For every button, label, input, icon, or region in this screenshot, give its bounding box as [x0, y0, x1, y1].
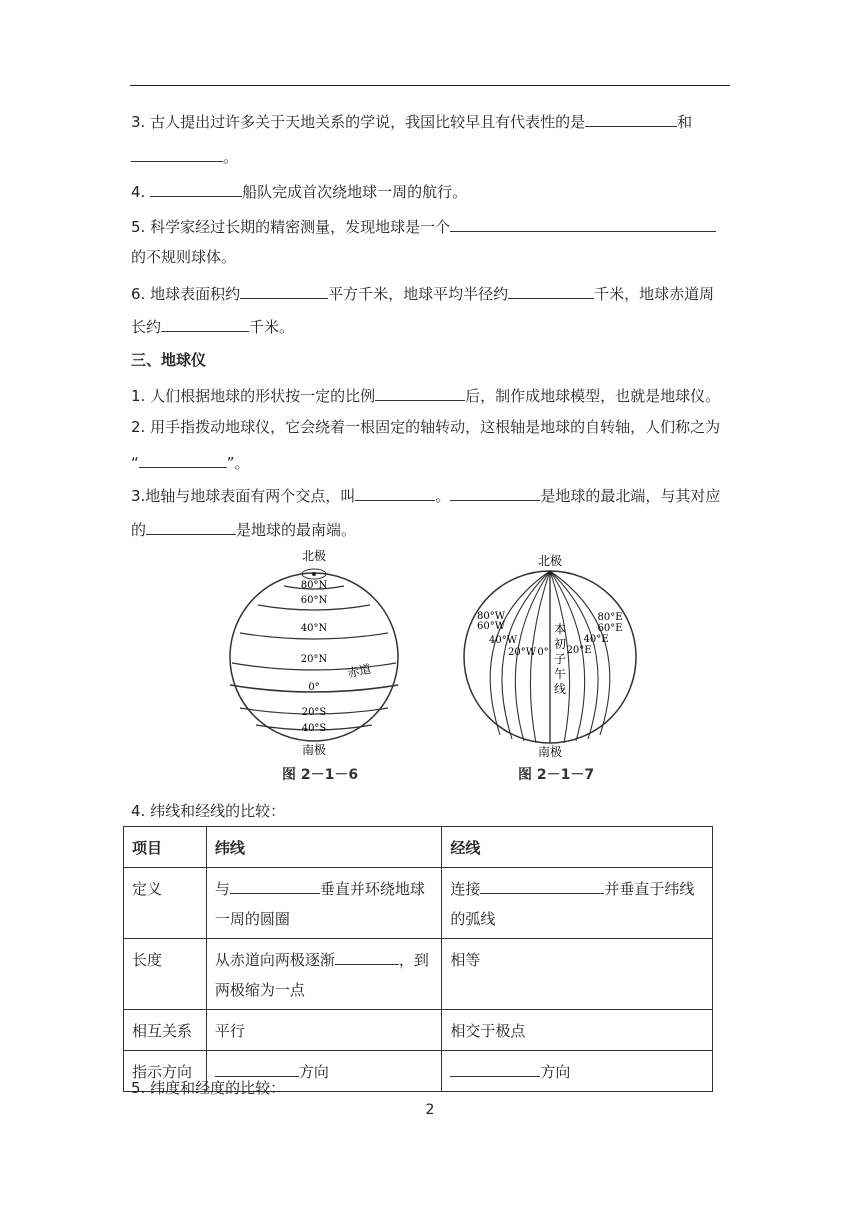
q6-text-b: 平方千米，地球平均半径约	[328, 285, 509, 303]
compare-title-1: 4. 纬线和经线的比较：	[131, 802, 286, 820]
dir-lat-blank[interactable]	[215, 1060, 299, 1077]
question-5-cont	[131, 247, 236, 267]
fig1-caption: 图 2－1－6	[282, 767, 359, 783]
s3-question-1	[131, 384, 720, 406]
longitude-globe-figure	[458, 549, 644, 763]
question-3	[131, 110, 692, 132]
fig2-north-label: 北极	[537, 554, 563, 568]
s3-question-2	[131, 417, 720, 437]
def-lon-blank[interactable]	[480, 877, 604, 894]
def-lat-blank[interactable]	[230, 877, 320, 894]
q6-text-c: 千米，地球赤道周	[594, 285, 715, 303]
table-row	[124, 1010, 713, 1051]
s3q2-text: 2. 用手指拨动地球仪，它会绕着一根固定的轴转动，这根轴是地球的自转轴，人们称之为	[131, 418, 721, 436]
q6-blank-3[interactable]	[161, 315, 249, 332]
row-direction-label: 指示方向	[124, 1051, 207, 1092]
table-row	[124, 868, 713, 939]
fig2-lon-60e: 60°E	[597, 623, 623, 634]
def-lon-c: 的弧线	[450, 910, 496, 928]
s3-question-3	[131, 484, 720, 506]
header-rule	[130, 85, 730, 86]
s3-question-2-cont	[131, 451, 250, 473]
header-item: 项目	[124, 827, 207, 868]
s3q2-blank[interactable]	[139, 451, 227, 468]
dir-lon-blank[interactable]	[450, 1060, 540, 1077]
table-header-row	[124, 827, 713, 868]
len-lat-a: 从赤道向两极逐渐	[214, 951, 335, 969]
len-lat-c: 两极缩为一点	[214, 981, 305, 999]
fig2-prime-meridian-char-3: 子	[553, 652, 567, 666]
fig1-lat-20s: 20°S	[301, 707, 327, 718]
fig1-lat-80n: 80°N	[300, 580, 328, 591]
fig1-south-label: 南极	[301, 743, 327, 757]
comparison-table	[123, 826, 713, 1092]
fig1-lat-60n: 60°N	[300, 595, 328, 606]
fig1-lat-40n: 40°N	[300, 623, 328, 634]
question-4	[131, 180, 467, 202]
table-row	[124, 939, 713, 1010]
q4-num: 4.	[131, 183, 151, 201]
header-longitude: 经线	[442, 827, 713, 868]
dir-lat-text: 方向	[298, 1063, 329, 1081]
fig2-lon-80e: 80°E	[597, 612, 623, 623]
def-lat-c: 一周的圆圈	[214, 910, 290, 928]
fig1-equator-label: 赤道	[345, 661, 373, 681]
q5-text: 5. 科学家经过长期的精密测量，发现地球是一个	[131, 218, 451, 236]
s3q3-text-c: 是地球的最北端，与其对应	[540, 487, 721, 505]
row-length-label: 长度	[124, 939, 207, 1010]
len-lat-b: ，到	[398, 951, 429, 969]
s3q3-text-a: 3.地轴与地球表面有两个交点，叫	[131, 487, 356, 505]
q3-text: 3. 古人提出过许多关于天地关系的学说，我国比较早且有代表性的是	[131, 113, 586, 131]
s3q3-blank-2[interactable]	[450, 484, 540, 501]
page-number: 2	[425, 1102, 435, 1118]
section-title: 三、地球仪	[131, 351, 207, 369]
header-latitude: 纬线	[206, 827, 442, 868]
question-3-cont	[131, 145, 238, 167]
fig2-south-label: 南极	[537, 745, 563, 759]
q6-text-e: 千米。	[249, 318, 295, 336]
s3-question-3-cont	[131, 518, 356, 540]
q4-text: 船队完成首次绕地球一周的航行。	[242, 183, 468, 201]
q3-blank-1[interactable]	[585, 110, 677, 127]
row-relation-label: 相互关系	[124, 1010, 207, 1051]
q5-blank[interactable]	[450, 215, 716, 232]
compare-title-2: 5. 纬度和经度的比较：	[131, 1079, 286, 1097]
s3q3-blank-1[interactable]	[355, 484, 435, 501]
q3-blank-2[interactable]	[131, 145, 223, 162]
s3q1-text-a: 1. 人们根据地球的形状按一定的比例	[131, 387, 376, 405]
def-lat-b: 垂直并环绕地球	[319, 880, 425, 898]
fig2-lon-60w: 60°W	[476, 621, 506, 632]
q6-blank-2[interactable]	[508, 282, 594, 299]
fig2-prime-meridian-char-2: 初	[553, 637, 567, 651]
def-lat-a: 与	[214, 880, 230, 898]
fig2-prime-meridian-char-1: 本	[553, 622, 567, 636]
row-direction-longitude	[442, 1051, 713, 1092]
len-lat-blank[interactable]	[335, 948, 399, 965]
latitude-globe-figure	[222, 545, 408, 763]
def-lon-a: 连接	[450, 880, 481, 898]
q3-end: 。	[223, 148, 239, 166]
fig1-north-label: 北极	[301, 549, 327, 563]
question-6-cont	[131, 315, 294, 337]
fig2-lon-0: 0°	[537, 647, 549, 658]
q4-blank[interactable]	[150, 180, 242, 197]
def-lon-b: 并垂直于纬线	[604, 880, 695, 898]
s3q2-close-quote: ”。	[226, 454, 250, 472]
row-definition-label: 定义	[124, 868, 207, 939]
s3q2-open-quote: “	[131, 454, 139, 472]
fig2-caption: 图 2－1－7	[518, 767, 595, 783]
q5-end: 的不规则球体。	[131, 248, 237, 266]
fig1-lat-40s: 40°S	[301, 723, 327, 734]
q6-blank-1[interactable]	[240, 282, 328, 299]
fig2-lon-20w: 20°W	[507, 647, 537, 658]
fig2-prime-meridian-char-4: 午	[553, 667, 567, 681]
s3q3-text-e: 是地球的最南端。	[236, 521, 357, 539]
q3-and: 和	[677, 113, 693, 131]
s3q3-text-d: 的	[131, 521, 147, 539]
fig2-lon-20e: 20°E	[566, 645, 592, 656]
fig1-lat-0: 0°	[308, 682, 320, 693]
q6-text-d: 长约	[131, 318, 162, 336]
row-definition-latitude	[206, 868, 442, 939]
s3q1-text-b: 后，制作成地球模型，也就是地球仪。	[465, 387, 721, 405]
fig2-lon-40e: 40°E	[583, 634, 609, 645]
q6-text-a: 6. 地球表面积约	[131, 285, 241, 303]
fig2-lon-80w: 80°W	[476, 611, 506, 622]
s3q1-blank[interactable]	[375, 384, 465, 401]
question-6	[131, 282, 714, 304]
question-5	[131, 215, 716, 237]
s3q3-blank-3[interactable]	[146, 518, 236, 535]
fig1-lat-20n: 20°N	[300, 654, 328, 665]
row-relation-latitude: 平行	[206, 1010, 442, 1051]
dir-lon-text: 方向	[540, 1063, 571, 1081]
row-definition-longitude	[442, 868, 713, 939]
row-relation-longitude: 相交于极点	[442, 1010, 713, 1051]
row-length-longitude: 相等	[442, 939, 713, 1010]
fig2-prime-meridian-char-5: 线	[553, 682, 567, 696]
s3q3-text-b: 。	[435, 487, 451, 505]
row-length-latitude	[206, 939, 442, 1010]
fig2-lon-40w: 40°W	[488, 635, 518, 646]
